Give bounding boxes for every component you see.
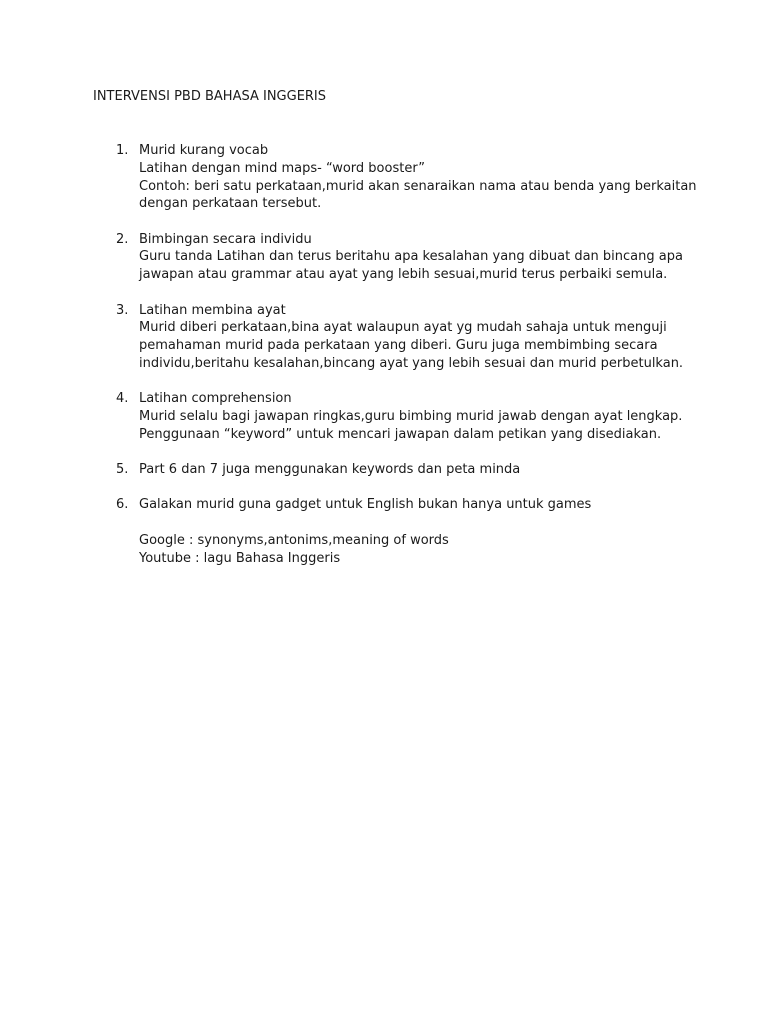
list-item-heading: Latihan membina ayat [139,302,286,318]
list-item-line: Contoh: beri satu perkataan,murid akan senaraikan nama atau benda yang berkaitan [139,178,697,194]
list-item-heading: Latihan comprehension [139,391,292,407]
resource-note-youtube: Youtube : lagu Bahasa Inggeris [139,550,341,566]
list-item-line: individu,beritahu kesalahan,bincang ayat yang lebih sesuai dan murid perbetulkan. [139,355,684,371]
list-item-line: Latihan dengan mind maps- “word booster” [139,160,425,176]
list-item-line: Guru tanda Latihan dan terus beritahu apa kesalahan yang dibuat dan bincang apa [139,249,683,265]
list-item [0,496,768,514]
list-item-number: 4. [116,391,129,407]
list-item-line: jawapan atau grammar atau ayat yang lebih sesuai,murid terus perbaiki semula. [139,267,668,283]
list-item-line: Penggunaan “keyword” untuk mencari jawapan dalam petikan yang disediakan. [139,426,662,442]
list-item-number: 1. [116,143,129,158]
list-item-heading: Galakan murid guna gadget untuk English bukan hanya untuk games [139,497,592,513]
list-item [0,390,768,443]
list-item [0,461,768,479]
list-item-line: Murid diberi perkataan,bina ayat walaupun ayat yg mudah sahaja untuk menguji [139,320,667,336]
list-item-heading: Part 6 dan 7 juga menggunakan keywords dan peta minda [139,462,521,478]
list-item-number: 6. [116,497,129,513]
list-item-line: dengan perkataan tersebut. [139,196,322,212]
resource-notes [139,532,449,568]
list-item-number: 2. [116,231,129,247]
list-item [0,302,768,373]
document-title: INTERVENSI PBD BAHASA INGGERIS [93,89,327,104]
list-item [0,142,768,213]
list-item-number: 3. [116,302,129,318]
list-item [0,231,768,284]
list-item-heading: Murid kurang vocab [139,143,269,158]
list-item-line: Murid selalu bagi jawapan ringkas,guru bimbing murid jawab dengan ayat lengkap. [139,409,683,425]
list-item-number: 5. [116,462,129,478]
intervention-list [0,142,768,532]
resource-note-google: Google : synonyms,antonims,meaning of words [139,533,449,548]
list-item-heading: Bimbingan secara individu [139,231,312,247]
list-item-line: pemahaman murid pada perkataan yang diberi. Guru juga membimbing secara [139,338,658,354]
